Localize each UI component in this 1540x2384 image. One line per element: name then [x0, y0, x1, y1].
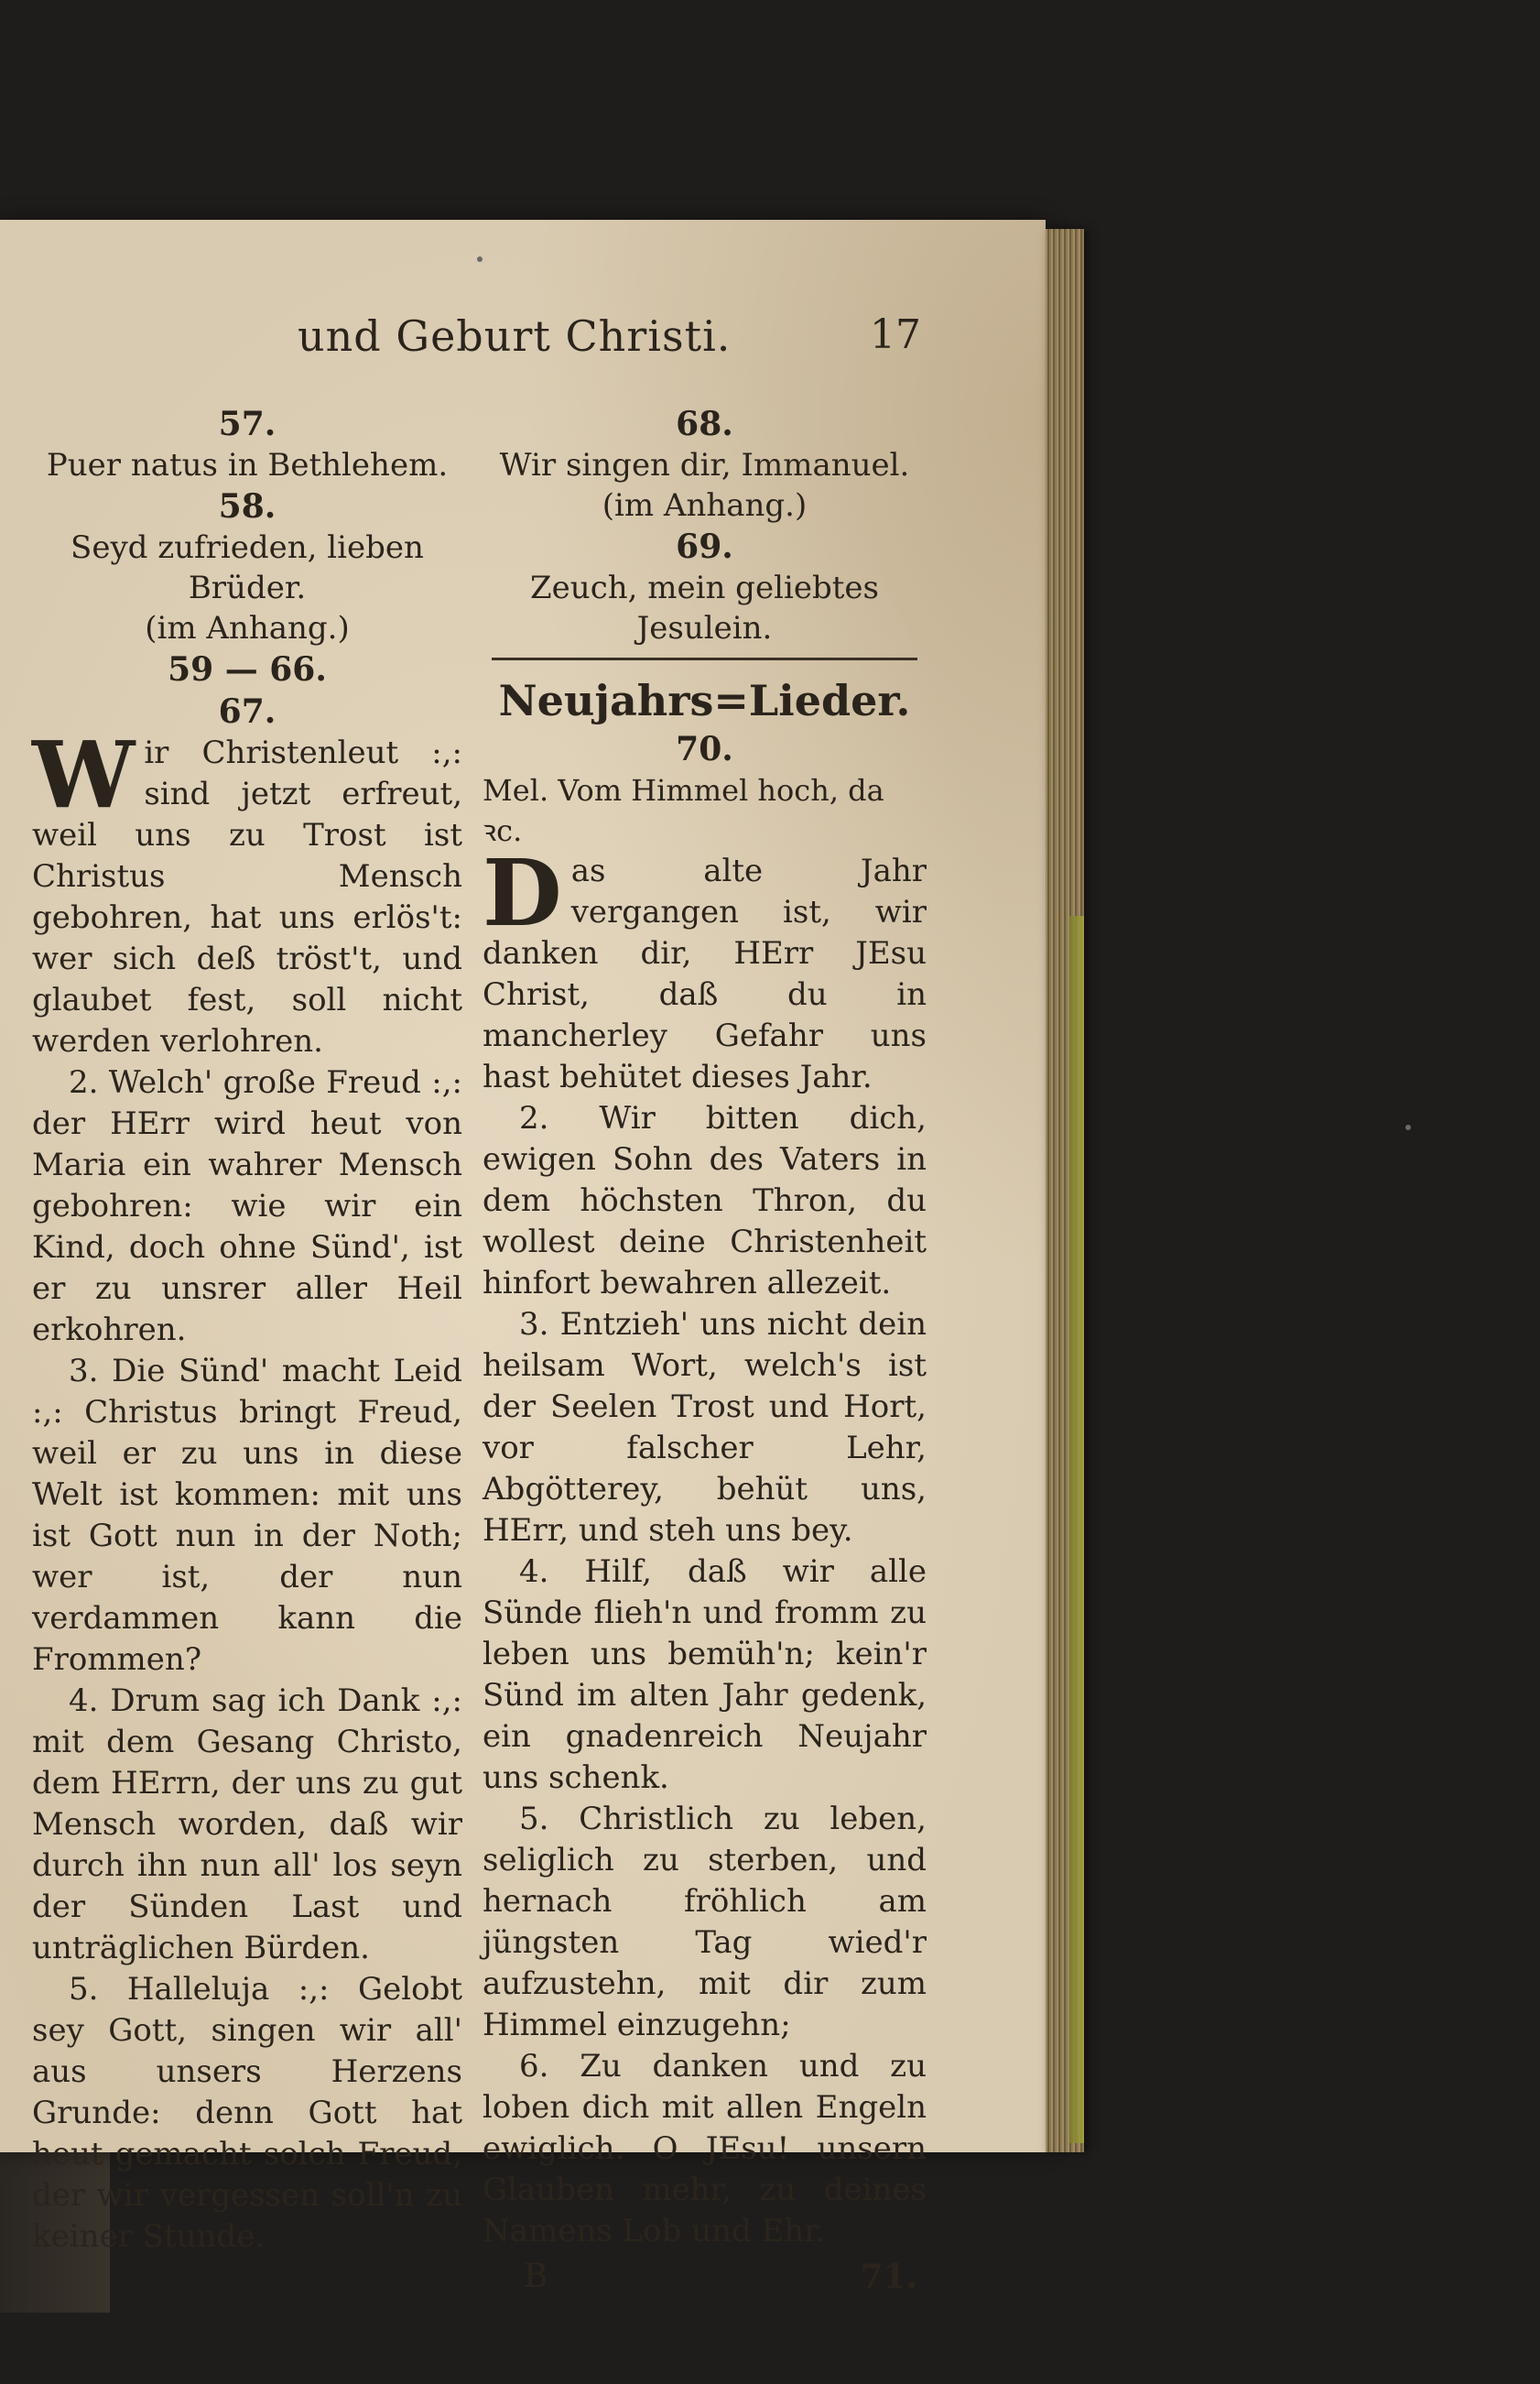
book-page	[0, 220, 1046, 2296]
hymn-ref-58: (im Anhang.)	[145, 610, 350, 647]
dust-speck	[477, 256, 483, 262]
hymn-70-verse-5: 5. Christlich zu leben, seliglich zu sterben, und hernach fröhlich am jüngsten Tag wied'r aufzustehn, mit dir zum Himmel einzugehn;	[483, 1801, 927, 2043]
hymn-number-68: 68.	[676, 405, 733, 443]
hymn-number-67: 67.	[218, 692, 277, 731]
catchword: 71.	[860, 2258, 917, 2296]
hymn-67-verse-2: 2. Welch' große Freud :,: der HErr wird heut von Maria ein wahrer Mensch gebohren: wie wir ein Kind, doch ohne Sünd', ist er zu unsrer aller Heil erkohren.	[32, 1064, 462, 1348]
hymn-70-verse-4: 4. Hilf, daß wir alle Sünde flieh'n und fromm zu leben uns bemüh'n; kein'r Sünd im alten Jahr gedenk, ein gnadenreich Neujahr uns schenk.	[483, 1553, 927, 1796]
drop-cap: W	[32, 721, 136, 829]
hymn-title-69: Zeuch, mein geliebtes Jesulein.	[530, 570, 879, 647]
hymn-70-verse-3: 3. Entzieh' uns nicht dein heilsam Wort, welch's ist der Seelen Trost und Hort, vor falscher Lehr, Abgötterey, behüt uns, HErr, und steh uns bey.	[483, 1306, 927, 1549]
gilt-edge	[1069, 916, 1084, 2143]
hymn-67-verse-5: 5. Halleluja :,: Gelobt sey Gott, singen wir all' aus unsers Herzens Grunde: denn Gott hat heut gemacht solch Freud, der wir vergessen soll'n zu keiner Stunde.	[32, 1971, 462, 2255]
page-number: 17	[870, 311, 921, 358]
page-footer	[483, 2258, 927, 2303]
section-divider	[492, 658, 917, 660]
left-column	[32, 403, 462, 2258]
hymn-67-verse-3: 3. Die Sünd' macht Leid :,: Christus bringt Freud, weil er zu uns in diese Welt ist kommen: mit uns ist Gott nun in der Noth; wer ist, der nun verdammen kann die Frommen?	[32, 1353, 462, 1678]
hymn-title-58: Seyd zufrieden, lieben Brüder.	[70, 529, 424, 606]
hymn-70-verse-6: 6. Zu danken und zu loben dich mit allen Engeln ewiglich. O JEsu! unsern Glauben mehr, zu deines Namens Lob und Ehr.	[483, 2048, 927, 2249]
section-title: Neujahrs=Lieder.	[498, 676, 911, 725]
hymn-70-verse-1	[483, 839, 927, 1098]
hymn-number-59-66: 59 — 66.	[168, 650, 327, 689]
drop-cap: D	[483, 839, 562, 947]
melody-line: Mel. Vom Himmel hoch, da ꝛc.	[483, 773, 884, 848]
page-header	[0, 311, 1046, 376]
hymn-67-verse-1	[32, 721, 462, 1062]
hymn-70-verse-2: 2. Wir bitten dich, ewigen Sohn des Vaters in dem höchsten Thron, du wollest deine Christenheit hinfort bewahren allezeit.	[483, 1100, 927, 1301]
running-title: und Geburt Christi.	[298, 311, 732, 361]
hymn-ref-68: (im Anhang.)	[602, 487, 808, 524]
hymn-67-verse-4: 4. Drum sag ich Dank :,: mit dem Gesang Christo, dem HErrn, der uns zu gut Mensch worden, daß wir durch ihn nun all' los seyn der Sünden Last und unträglichen Bürden.	[32, 1682, 462, 1966]
hymn-number-57: 57.	[218, 405, 277, 443]
hymn-number-58: 58.	[218, 487, 277, 526]
hymn-title-57: Puer natus in Bethlehem.	[46, 447, 449, 484]
hymn-number-69: 69.	[676, 528, 733, 566]
hymn-title-68: Wir singen dir, Immanuel.	[499, 447, 910, 484]
dust-speck	[1405, 1125, 1411, 1130]
signature-mark: B	[524, 2258, 548, 2295]
right-column	[483, 403, 927, 2252]
verse-text: as alte Jahr vergangen ist, wir danken dir, HErr JEsu Christ, daß du in mancherley Gefahr uns hast behütet dieses Jahr.	[483, 853, 927, 1095]
verse-text: ir Christenleut :,: sind jetzt erfreut, weil uns zu Trost ist Christus Mensch gebohren, hat uns erlös't: wer sich deß tröst't, und glaubet fest, soll nicht werden verlohren.	[32, 735, 462, 1060]
hymn-number-70: 70.	[676, 730, 733, 768]
